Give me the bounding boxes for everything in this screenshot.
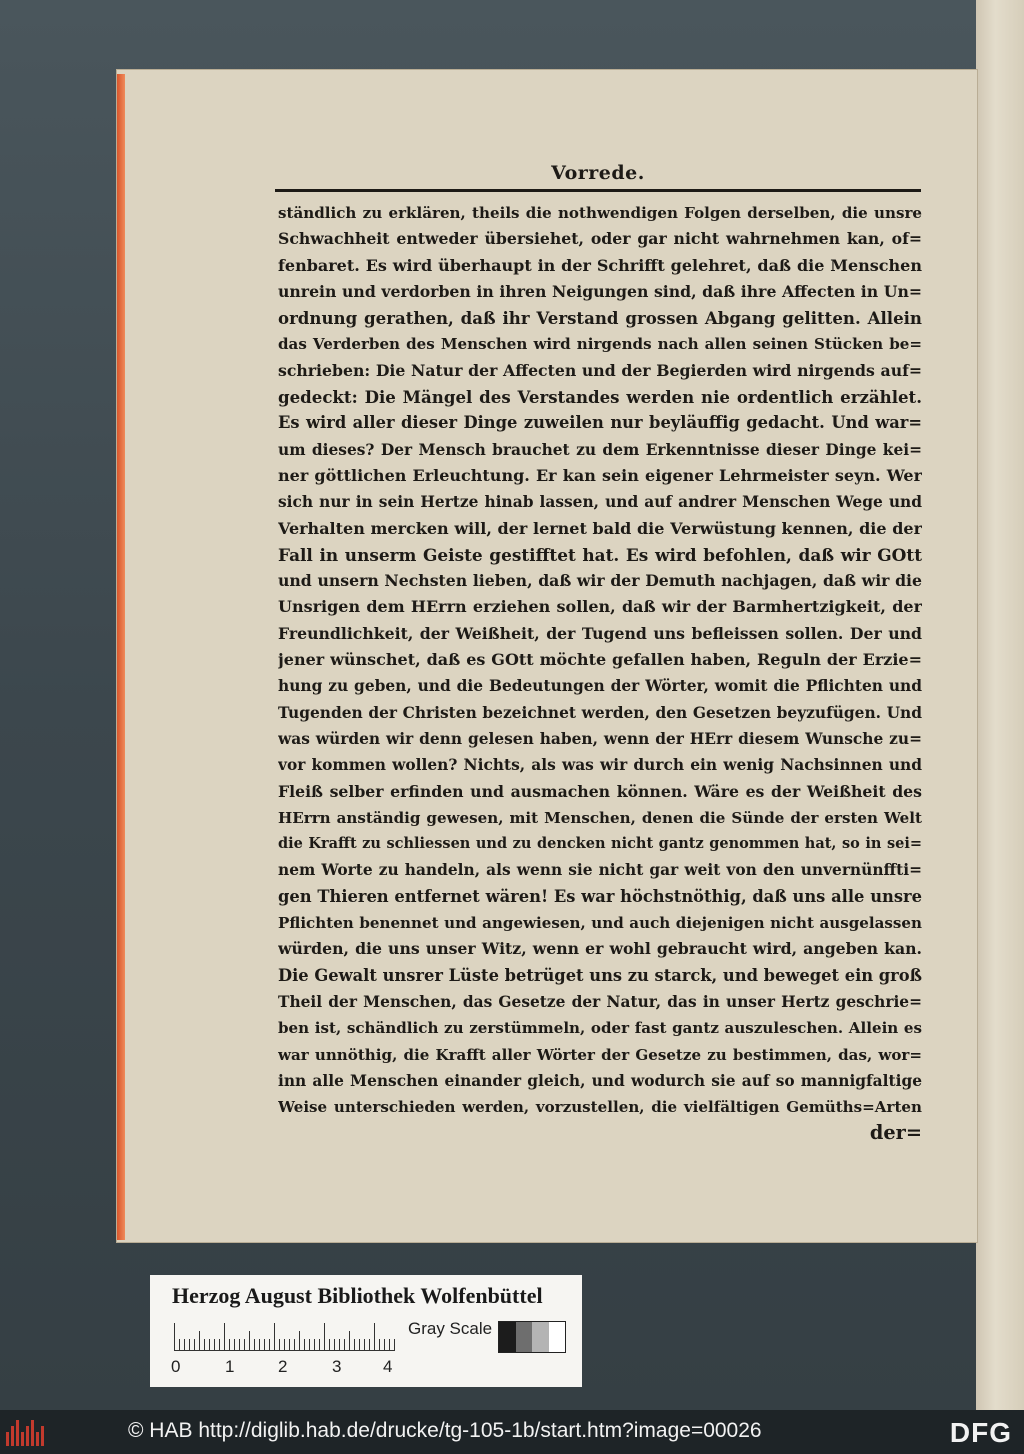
text-line: um dieses? Der Mensch brauchet zu dem Erkenntnisse dieser Dinge kei= bbox=[278, 440, 922, 459]
text-line: vor kommen wollen? Nichts, als was wir durch ein wenig Nachsinnen und bbox=[278, 756, 922, 775]
ruler-tick bbox=[299, 1331, 300, 1351]
ruler-tick bbox=[309, 1339, 310, 1351]
text-line: jener wünschet, daß es GOtt möchte gefallen haben, Reguln der Erzie= bbox=[278, 650, 922, 670]
ruler-tick bbox=[344, 1339, 345, 1351]
ruler-tick bbox=[314, 1339, 315, 1351]
ruler-tick bbox=[334, 1339, 335, 1351]
ruler-number: 3 bbox=[332, 1357, 342, 1376]
logo-bar bbox=[6, 1432, 9, 1446]
ruler-tick bbox=[229, 1339, 230, 1351]
logo-bar bbox=[26, 1426, 29, 1446]
text-line: ben ist, schändlich zu zerstümmeln, oder fast gantz auszuleschen. Allein es bbox=[278, 1019, 922, 1038]
text-line: Fall in unserm Geiste gestifftet hat. Es wird befohlen, daß wir GOtt bbox=[278, 544, 922, 565]
ruler-tick bbox=[284, 1339, 285, 1351]
text-line: Schwachheit entweder übersiehet, oder gar nicht wahrnehmen kan, of= bbox=[278, 229, 922, 249]
text-line: das Verderben des Menschen wird nirgends nach allen seinen Stücken be= bbox=[278, 335, 922, 354]
library-name: Herzog August Bibliothek Wolfenbüttel bbox=[172, 1283, 543, 1308]
ruler-tick bbox=[384, 1339, 385, 1351]
ruler-tick bbox=[204, 1339, 205, 1351]
ruler-tick bbox=[219, 1339, 220, 1351]
ruler-tick bbox=[349, 1331, 350, 1351]
page-header bbox=[275, 158, 921, 194]
ruler-number: 0 bbox=[171, 1357, 181, 1376]
logo-bar bbox=[11, 1426, 14, 1446]
gray-scale-swatch bbox=[498, 1321, 566, 1353]
text-line: Freundlichkeit, der Weißheit, der Tugend uns befleissen sollen. Der und bbox=[278, 623, 922, 643]
text-line: Die Gewalt unsrer Lüste betrüget uns zu starck, und beweget ein groß bbox=[278, 965, 922, 985]
ruler-tick bbox=[249, 1331, 250, 1351]
ruler-tick bbox=[264, 1339, 265, 1351]
ruler-tick bbox=[279, 1339, 280, 1351]
text-line: sich nur in sein Hertze hinab lassen, und auf andrer Menschen Wege und bbox=[278, 493, 922, 512]
ruler-tick bbox=[199, 1331, 200, 1351]
ruler-tick bbox=[179, 1339, 180, 1351]
ruler-tick bbox=[209, 1339, 210, 1351]
ruler-tick bbox=[244, 1339, 245, 1351]
text-line: hung zu geben, und die Bedeutungen der Wörter, womit die Pflichten und bbox=[278, 677, 922, 696]
ruler-number: 1 bbox=[225, 1357, 235, 1376]
gray-swatch-white bbox=[549, 1322, 566, 1352]
ruler-tick bbox=[374, 1323, 375, 1351]
ruler-scale bbox=[174, 1321, 394, 1351]
text-line: gedeckt: Die Mängel des Verstandes werden nie ordentlich erzählet. bbox=[278, 387, 922, 408]
text-line: was würden wir denn gelesen haben, wenn der HErr diesem Wunsche zu= bbox=[278, 729, 922, 748]
header-rule bbox=[275, 189, 921, 192]
text-line: HErrn anständig gewesen, mit Menschen, denen die Sünde der ersten Welt bbox=[278, 808, 922, 827]
ruler-tick bbox=[254, 1339, 255, 1351]
text-line: Pflichten benennet und angewiesen, und auch diejenigen nicht ausgelassen bbox=[278, 914, 922, 933]
text-line: nem Worte zu handeln, als wenn sie nicht gar weit von den unvernünffti= bbox=[278, 861, 922, 880]
text-line: Es wird aller dieser Dinge zuweilen nur beyläuffig gedacht. Und war= bbox=[278, 413, 922, 433]
logo-bar bbox=[41, 1426, 44, 1446]
ruler-number: 2 bbox=[278, 1357, 288, 1376]
ruler-tick bbox=[354, 1339, 355, 1351]
next-page-edge bbox=[976, 0, 1024, 1410]
ruler-tick bbox=[184, 1339, 185, 1351]
ruler-tick bbox=[189, 1339, 190, 1351]
viewer-footer bbox=[0, 1410, 1024, 1454]
ruler-tick bbox=[329, 1339, 330, 1351]
text-line: Unsrigen dem HErrn erziehen sollen, daß wir der Barmhertzigkeit, der bbox=[278, 597, 922, 617]
text-line: Tugenden der Christen bezeichnet werden, den Gesetzen beyzufügen. Und bbox=[278, 703, 922, 722]
gray-swatch-dark bbox=[516, 1322, 533, 1352]
text-line: ständlich zu erklären, theils die nothwendigen Folgen derselben, die unsre bbox=[278, 204, 922, 222]
gray-scale-label: Gray Scale bbox=[408, 1319, 493, 1338]
ruler-tick bbox=[379, 1339, 380, 1351]
text-line: der= bbox=[869, 1121, 922, 1145]
ruler-tick bbox=[389, 1339, 390, 1351]
text-line: inn alle Menschen einander gleich, und wodurch sie auf so mannigfaltige bbox=[278, 1071, 922, 1090]
ruler-number: 4 bbox=[383, 1357, 393, 1376]
ruler-tick bbox=[274, 1323, 275, 1351]
text-line: Fleiß selber erfinden und ausmachen können. Wäre es der Weißheit des bbox=[278, 781, 922, 801]
gray-swatch-black bbox=[499, 1322, 516, 1352]
text-line: fenbaret. Es wird überhaupt in der Schrifft gelehret, daß die Menschen bbox=[278, 255, 922, 275]
text-line: schrieben: Die Natur der Affecten und der Begierden wird nirgends auf= bbox=[278, 360, 922, 380]
ruler-tick bbox=[224, 1323, 225, 1351]
ruler-tick bbox=[194, 1339, 195, 1351]
ruler-tick bbox=[369, 1339, 370, 1351]
text-line: Theil der Menschen, das Gesetze der Natur, das in unser Hertz geschrie= bbox=[278, 992, 922, 1011]
text-line: würden, die uns unser Witz, wenn er wohl gebraucht wird, angeben kan. bbox=[278, 939, 922, 959]
text-line: gen Thieren entfernet wären! Es war höchstnöthig, daß uns alle unsre bbox=[278, 886, 922, 906]
text-line: die Krafft zu schliessen und zu dencken nicht gantz genommen hat, so in sei= bbox=[278, 835, 922, 853]
ruler-tick bbox=[269, 1339, 270, 1351]
ruler-tick bbox=[259, 1339, 260, 1351]
ruler-tick bbox=[289, 1339, 290, 1351]
text-line: ner göttlichen Erleuchtung. Er kan sein eigener Lehrmeister seyn. Wer bbox=[278, 465, 922, 485]
text-line: Weise unterschieden werden, vorzustellen, die vielfältigen Gemüths=Arten bbox=[278, 1098, 922, 1117]
ruler-tick bbox=[304, 1339, 305, 1351]
hab-logo-icon bbox=[6, 1420, 44, 1446]
logo-bar bbox=[16, 1420, 19, 1446]
ruler-tick bbox=[364, 1339, 365, 1351]
text-line: und unsern Nechsten lieben, daß wir der Demuth nachjagen, daß wir die bbox=[278, 571, 922, 591]
logo-bar bbox=[31, 1420, 34, 1446]
text-line: Verhalten mercken will, der lernet bald die Verwüstung kennen, die der bbox=[278, 518, 922, 538]
ruler-tick bbox=[339, 1339, 340, 1351]
logo-bar bbox=[36, 1432, 39, 1446]
library-label-card bbox=[150, 1275, 582, 1387]
ruler-tick bbox=[324, 1323, 325, 1351]
ruler-tick bbox=[214, 1339, 215, 1351]
ruler-tick bbox=[294, 1339, 295, 1351]
text-line: ordnung gerathen, daß ihr Verstand grossen Abgang gelitten. Allein bbox=[278, 308, 922, 329]
text-line: war unnöthig, die Krafft aller Wörter der Gesetze zu bestimmen, das, wor= bbox=[278, 1045, 922, 1064]
ruler-tick bbox=[239, 1339, 240, 1351]
dfg-logo: DFG bbox=[949, 1417, 1012, 1448]
running-title: Vorrede. bbox=[551, 162, 645, 184]
page-red-edge bbox=[117, 74, 125, 1240]
logo-bar bbox=[21, 1432, 24, 1446]
ruler-tick bbox=[234, 1339, 235, 1351]
ruler-tick bbox=[394, 1339, 395, 1351]
body-text bbox=[278, 200, 922, 1150]
footer-copyright-link[interactable]: © HAB http://diglib.hab.de/drucke/tg-105-1b/start.htm?image=00026 bbox=[128, 1419, 762, 1442]
ruler-tick bbox=[174, 1323, 175, 1351]
text-line: unrein und verdorben in ihren Neigungen sind, daß ihre Affecten in Un= bbox=[278, 281, 922, 301]
ruler-tick bbox=[359, 1339, 360, 1351]
gray-swatch-light bbox=[532, 1322, 549, 1352]
ruler-tick bbox=[319, 1339, 320, 1351]
